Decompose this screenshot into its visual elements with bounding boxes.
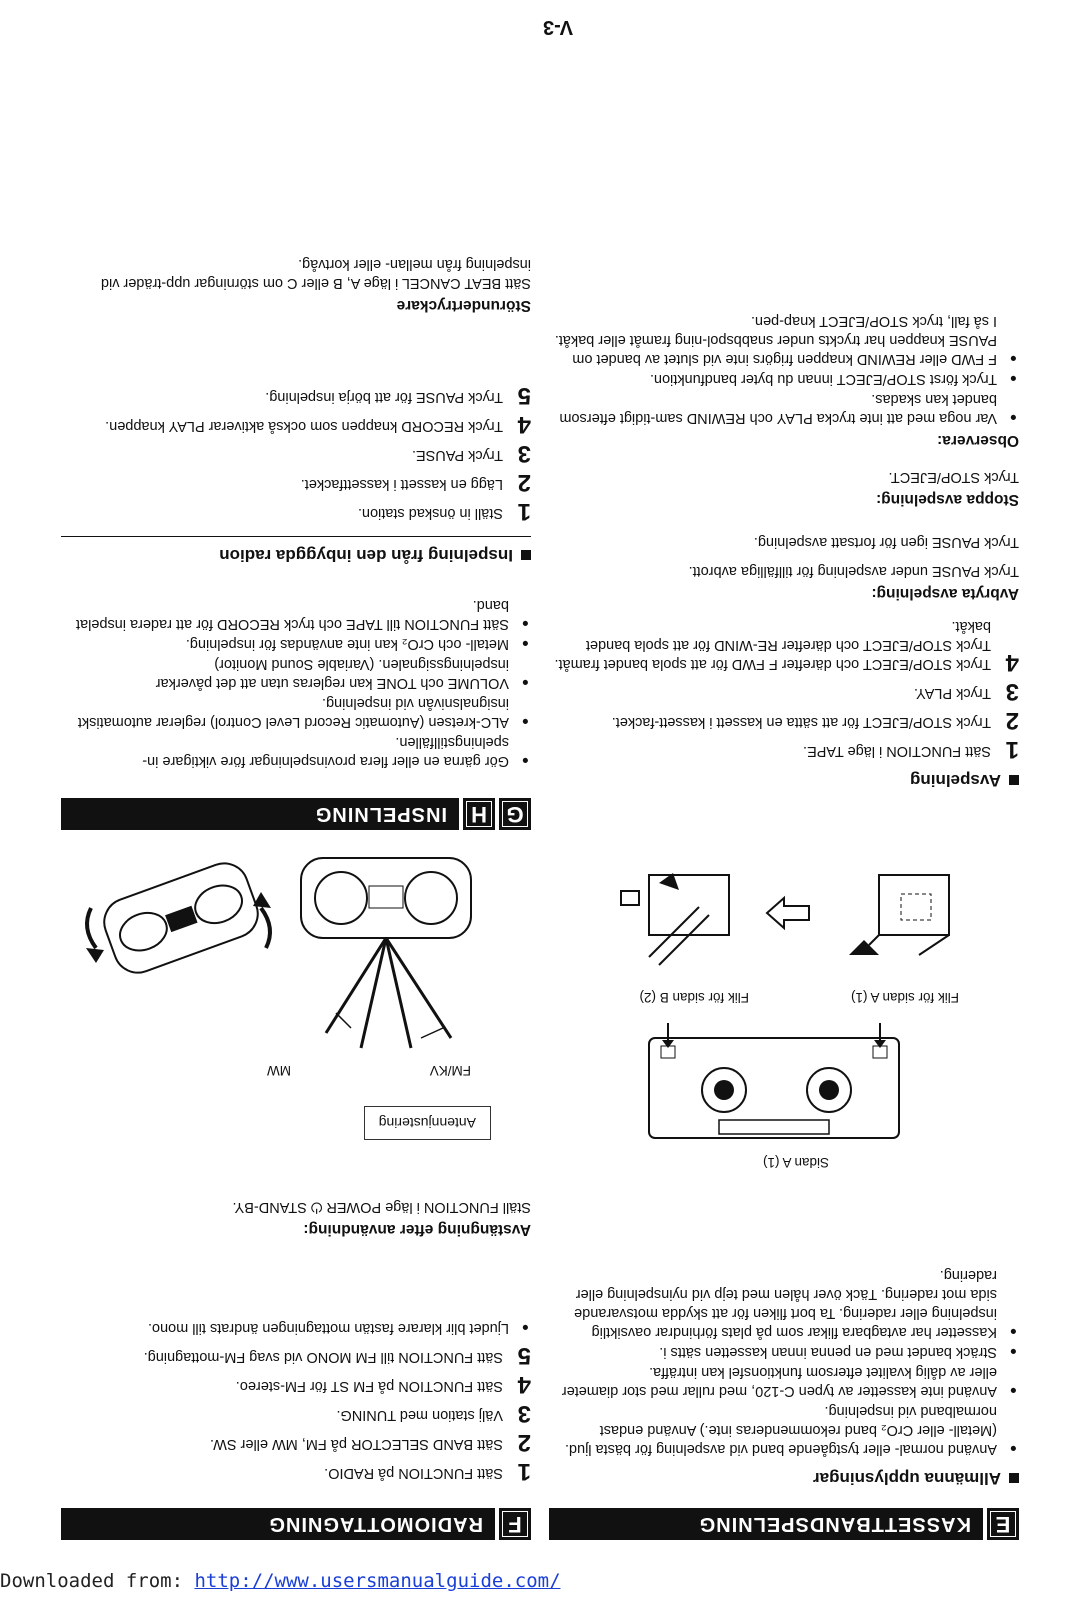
general-info (549, 1264, 1019, 1488)
radio-bullets (61, 1318, 531, 1337)
general-bullets (549, 1265, 1019, 1458)
radio-step: 4 Sätt FUNCTION på FM ST för FM-stereo. (235, 1371, 531, 1398)
section-gh-banner (61, 798, 531, 830)
playback-step: 1 Sätt FUNCTION i läge TAPE. (802, 736, 1019, 763)
cassette-figure (579, 840, 979, 1170)
builtin-heading: Inspelning från den inbyggda radion (61, 536, 531, 565)
section-gh-title: INSPELNING (61, 798, 459, 830)
builtin-step: 3 Tryck PAUSE. (411, 440, 531, 467)
tab-b-label: Flik för sidan B (2) (639, 990, 749, 1005)
playback-step: 4 Tryck STOP/EJECT och därefter F FWD för att spola bandet framåt. Tryck STOP/EJECT och därefter RE-WIND för att spola bandet bakåt. (554, 618, 1019, 676)
general-bullet: ● Sträck bandet med en penna innan kassetten sätts i. (549, 1342, 1019, 1361)
radio-antenna-icon (71, 838, 511, 1058)
mw-label: MW (267, 1063, 291, 1078)
tab-a-label: Flik för sidan A (1) (850, 990, 959, 1005)
note-bullet: ● Var noga med att inte trycka PLAY och REWIND sam-tidigt eftersom bandet kan skadas. (549, 389, 1019, 427)
playback-step: 3 Tryck PLAY. (913, 678, 1019, 705)
recording-bullet: ● VOLUME och TONE kan regleras utan att det påverkar inspelningssignalen. (Variable Sound Monitor) (61, 654, 531, 692)
stop-heading: Stoppa avspelning: (876, 491, 1019, 508)
section-e-title: KASSETTBANDSPELNING (549, 1508, 983, 1540)
side-a-label: Sidan A (1) (762, 1155, 829, 1170)
playback-step: 2 Tryck STOP/EJECT för att sätta en kassett i kassett-facket. (611, 707, 1019, 734)
general-heading: Allmänna upplysningar (549, 1468, 1019, 1488)
section-e-badge: E (987, 1508, 1019, 1540)
interrupt-line: Tryck PAUSE under avspelning för tillfälliga avbrott. (688, 563, 1019, 579)
after-use-heading: Avstängning efter användning: (303, 1221, 531, 1238)
cassette-icon (579, 998, 979, 1148)
antenna-figure (71, 840, 511, 1140)
builtin-step: 2 Lägg en kassett i kassettfacket. (300, 469, 531, 496)
notes-bullets (549, 311, 1019, 427)
beat-cancel-text: Sätt BEAT CANCEL i läge A, B eller C om störningar upp-träder vid inspelning från mellan- eller kortvåg. (100, 256, 531, 291)
radio-steps (61, 1342, 531, 1485)
antenna-box-label: Antennjustering (364, 1106, 491, 1140)
section-g-badge: G (499, 798, 531, 830)
builtin-step: 4 Tryck RECORD knappen som också aktiverar PLAY knappen. (105, 411, 531, 438)
notes-heading: Observera: (937, 432, 1019, 449)
footer-link[interactable]: http://www.usersmanualguide.com/ (194, 1570, 561, 1592)
playback (549, 310, 1019, 790)
radio-step: 1 Sätt FUNCTION på RADIO. (324, 1458, 531, 1485)
interrupt-line: Tryck PAUSE igen för fortsatt avspelning. (753, 534, 1019, 550)
section-f-banner (61, 1508, 531, 1540)
note-bullet: ● Tryck först STOP/EJECT innan du byter bandfunktion. (549, 369, 1019, 388)
fm-label: FM/KV (429, 1063, 471, 1078)
page-number: V-3 (542, 16, 573, 38)
after-use-text: Ställ FUNCTION i läge POWER ⏻ STAND-BY. (232, 1199, 531, 1215)
general-bullet: ● Kassetter har avtagbara flikar som på plats förhindrar oavsiktlig inspelning eller radering. Ta bort fliken för att skydda motsvarande sida mot radering. Täck över hålen med tejp vid nyinspelning eller radering. (549, 1265, 1019, 1341)
radio-step: 2 Sätt BAND SELECTOR på FM, MW eller SW. (209, 1429, 531, 1456)
radio-steps-section (61, 1197, 531, 1485)
note-bullet: ● F FWD eller REWIND knappen frigörs inte vid slutet av bandet om PAUSE knappen har tryckts under snabbspol-ning framåt eller bakåt. I så fall, tryck STOP/EJECT knap-pen. (549, 311, 1019, 368)
general-bullet: ● Använd inte kassetter av typen C-120, med rullar med stor diameter eller av dålig kvalitet eftersom funktionsfel kan inträffa. (549, 1362, 1019, 1400)
radio-step: 5 Sätt FUNCTION till FM MONO vid svag FM-mottagning. (143, 1342, 531, 1369)
radio-bullet: ● Ljudet blir klarare fastän mottagningen ändrats till mono. (61, 1318, 531, 1337)
section-h-badge: H (463, 798, 495, 830)
recording (61, 254, 531, 770)
tab-removal-icon (579, 845, 979, 975)
recording-bullet: ● Sätt FUNCTION till TAPE och tryck RECORD för att radera inspelat band. (61, 595, 531, 633)
interrupt-heading: Avbryta avspelning: (871, 585, 1019, 602)
recording-bullets (61, 595, 531, 770)
footer (0, 1570, 1077, 1600)
column-radio-recording (61, 0, 531, 1560)
recording-bullet: ● Metall- och CrO₂ kan inte användas för inspelning. (61, 634, 531, 653)
builtin-steps (61, 382, 531, 525)
section-e-banner (549, 1508, 1019, 1540)
section-f-title: RADIOMOTTAGNING (61, 1508, 495, 1540)
radio-step: 3 Välj station med TUNING. (336, 1400, 531, 1427)
footer-prefix: Downloaded from: (0, 1570, 195, 1592)
builtin-step: 5 Tryck PAUSE för att börja inspelning. (265, 382, 531, 409)
section-f-badge: F (499, 1508, 531, 1540)
playback-steps (549, 616, 1019, 763)
recording-bullet: ● ALC-kretsen (Automatic Record Level Control) reglerar automatiskt insignalsnivån vid inspelning. (61, 693, 531, 731)
stop-text: Tryck STOP/EJECT. (888, 469, 1019, 485)
recording-bullet: ● Gör gärna en eller flera provinspelningar före viktigare in-spelningstillfällen. (61, 732, 531, 770)
beat-cancel-heading: Störundertryckare (396, 297, 531, 314)
general-bullet: ● Använd normal- eller tystgående band vid avspelning för bästa ljud. (Metall- eller CrO₂ band rekommenderas inte.) Använd endast normalband vid inspelning. (549, 1401, 1019, 1458)
builtin-step: 1 Ställ in önskad station. (357, 498, 531, 525)
playback-heading: Avspelning (549, 770, 1019, 790)
column-cassette (549, 0, 1019, 1560)
